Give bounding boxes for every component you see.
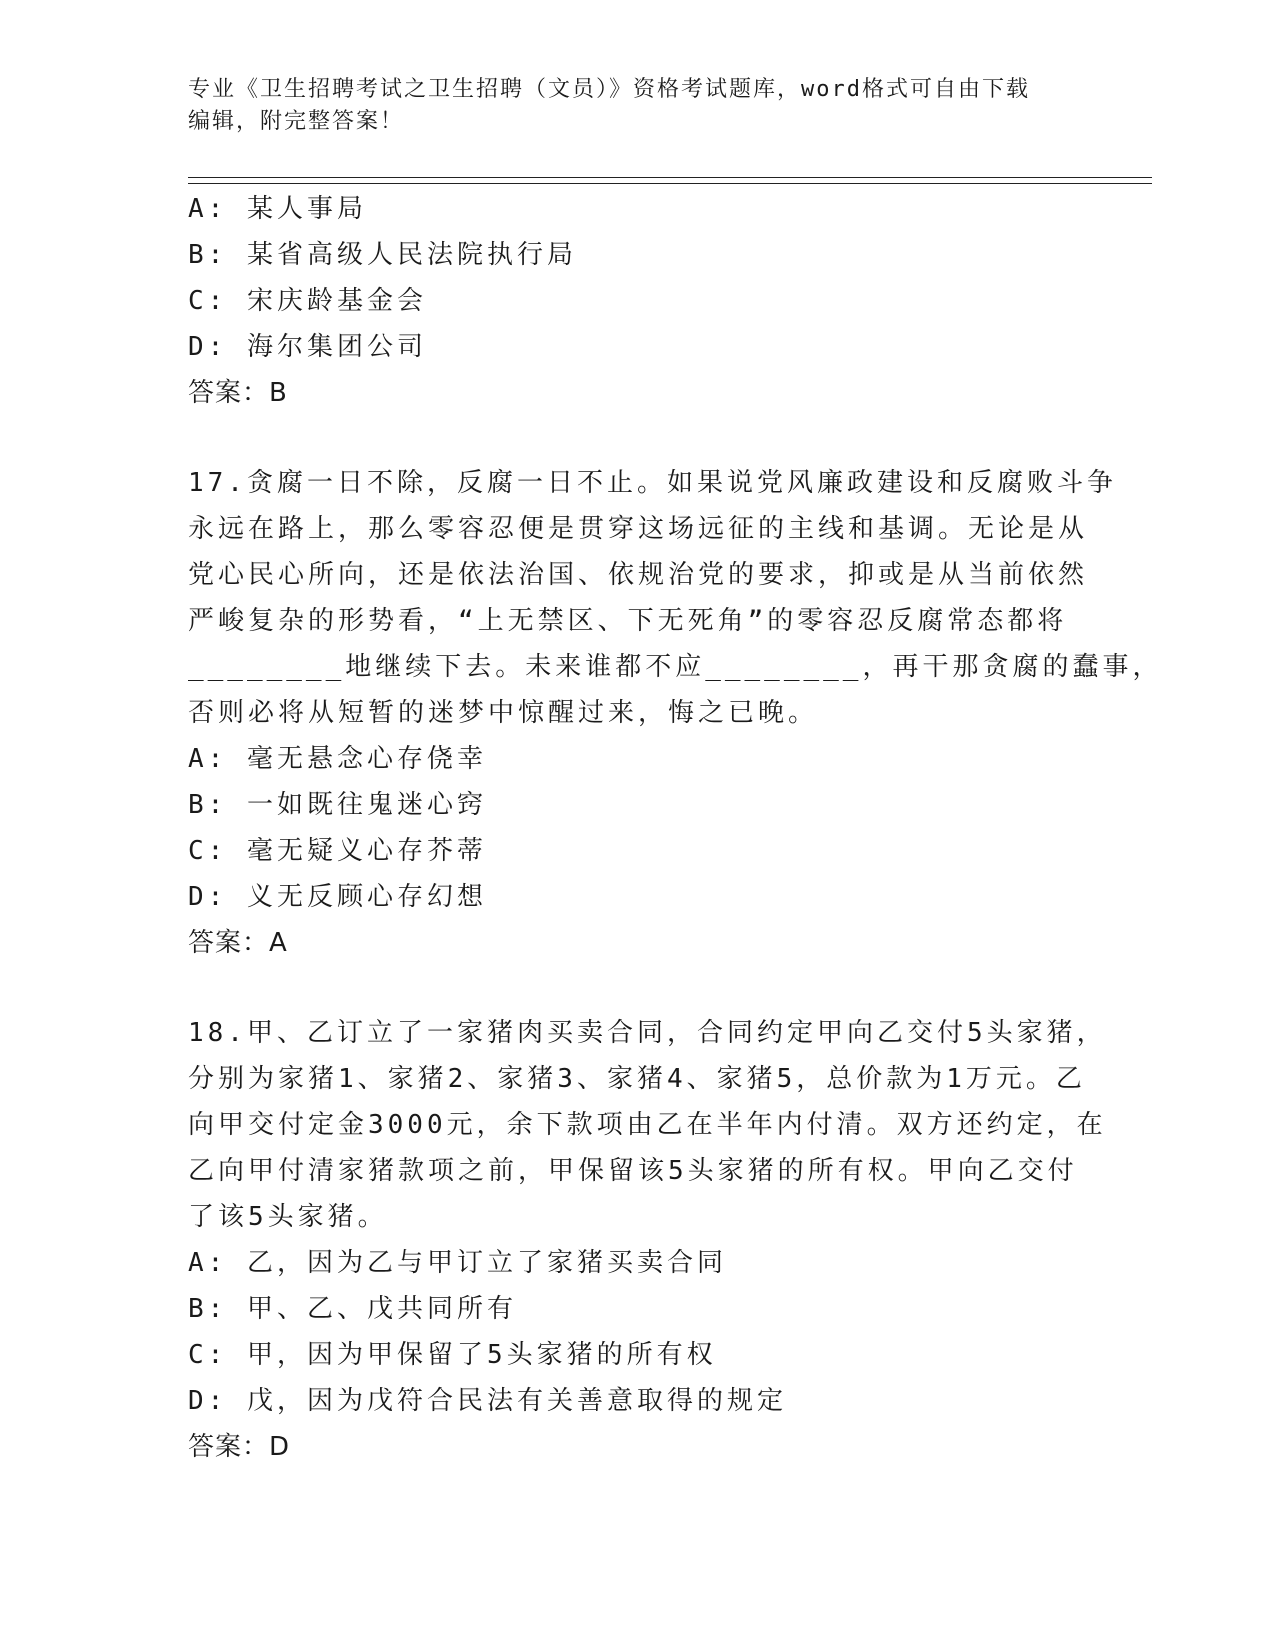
header-divider-top bbox=[188, 177, 1152, 178]
question-17 bbox=[188, 460, 1163, 966]
spacer bbox=[188, 966, 1088, 1010]
option-b: B: 一如既往鬼迷心窍 bbox=[188, 790, 487, 820]
question-text-line: 乙向甲付清家猪款项之前，甲保留该5头家猪的所有权。甲向乙交付 bbox=[188, 1156, 1078, 1186]
option-b: B: 某省高级人民法院执行局 bbox=[188, 240, 577, 270]
option-a: A: 乙，因为乙与甲订立了家猪买卖合同 bbox=[188, 1248, 727, 1278]
option-a: A: 毫无悬念心存侥幸 bbox=[188, 744, 487, 774]
document-body bbox=[188, 186, 1163, 1470]
answer-line: 答案：A bbox=[188, 928, 288, 958]
option-c: C: 毫无疑义心存芥蒂 bbox=[188, 836, 487, 866]
question-text-line: 向甲交付定金3000元，余下款项由乙在半年内付清。双方还约定，在 bbox=[188, 1110, 1107, 1140]
option-a: A: 某人事局 bbox=[188, 194, 367, 224]
option-d: D: 戊，因为戊符合民法有关善意取得的规定 bbox=[188, 1386, 787, 1416]
question-18 bbox=[188, 1010, 1107, 1470]
question-text-line: 18.甲、乙订立了一家猪肉买卖合同，合同约定甲向乙交付5头家猪， bbox=[188, 1018, 1107, 1048]
question-text-line: 17.贪腐一日不除，反腐一日不止。如果说党风廉政建设和反腐败斗争 bbox=[188, 468, 1117, 498]
question-text-line: 严峻复杂的形势看，“上无禁区、下无死角”的零容忍反腐常态都将 bbox=[188, 606, 1068, 636]
question-text-line: 分别为家猪1、家猪2、家猪3、家猪4、家猪5，总价款为1万元。乙 bbox=[188, 1064, 1086, 1094]
question-text-line: 否则必将从短暂的迷梦中惊醒过来，悔之已晚。 bbox=[188, 698, 819, 728]
answer-line: 答案：D bbox=[188, 1432, 291, 1462]
option-c: C: 甲，因为甲保留了5头家猪的所有权 bbox=[188, 1340, 717, 1370]
spacer bbox=[188, 416, 1088, 460]
answer-line: 答案：B bbox=[188, 378, 288, 408]
question-16 bbox=[188, 186, 1088, 416]
option-c: C: 宋庆龄基金会 bbox=[188, 286, 427, 316]
option-b: B: 甲、乙、戊共同所有 bbox=[188, 1294, 517, 1324]
header-divider-bottom bbox=[188, 183, 1152, 184]
question-text-line: 永远在路上，那么零容忍便是贯穿这场远征的主线和基调。无论是从 bbox=[188, 514, 1089, 544]
option-d: D: 海尔集团公司 bbox=[188, 332, 427, 362]
question-text-line: ________地继续下去。未来谁都不应________，再干那贪腐的蠢事， bbox=[188, 652, 1163, 682]
header-line-2: 编辑，附完整答案！ bbox=[188, 109, 405, 134]
document-header bbox=[188, 74, 1068, 138]
header-line-1: 专业《卫生招聘考试之卫生招聘（文员）》资格考试题库，word格式可自由下载 bbox=[188, 77, 1030, 102]
question-text-line: 了该5头家猪。 bbox=[188, 1202, 388, 1232]
question-text-line: 党心民心所向，还是依法治国、依规治党的要求，抑或是从当前依然 bbox=[188, 560, 1089, 590]
option-d: D: 义无反顾心存幻想 bbox=[188, 882, 487, 912]
